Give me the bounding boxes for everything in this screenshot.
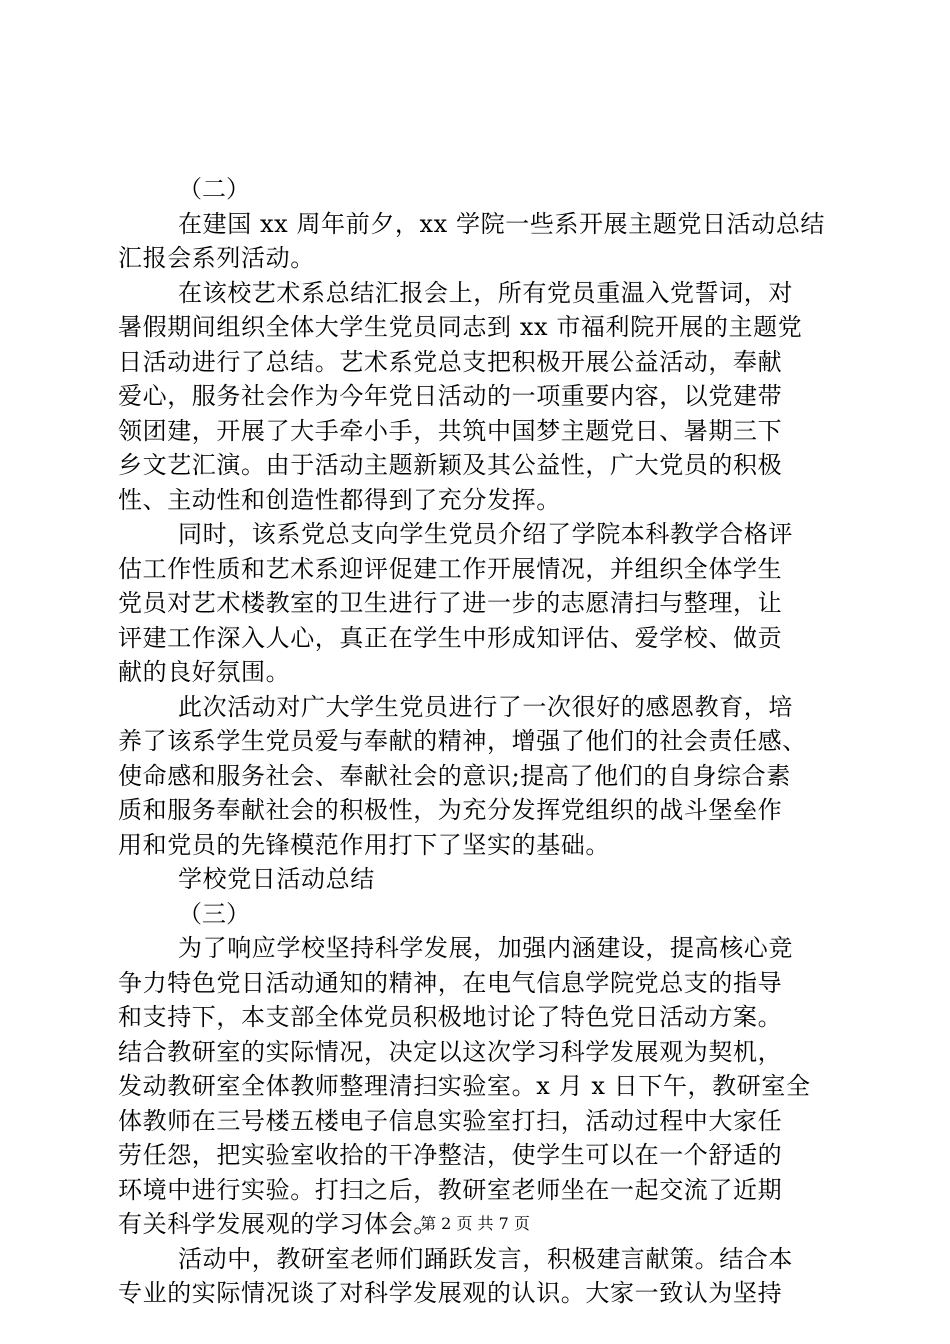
paragraph-line: 日活动进行了总结。艺术系党总支把积极开展公益活动，奉献 — [118, 347, 783, 376]
paragraph-line: 为了响应学校坚持科学发展，加强内涵建设，提高核心竞 — [178, 934, 793, 962]
paragraph-line: 环境中进行实验。打扫之后，教研室老师坐在一起交流了近期 — [118, 1175, 783, 1204]
paragraph-line: 爱心，服务社会作为今年党日活动的一项重要内容，以党建带 — [118, 382, 783, 410]
page-number-footer: 第 2 页 共 7 页 — [420, 1214, 530, 1233]
section-heading-2: （二） — [178, 175, 250, 203]
paragraph-line: 此次活动对广大学生党员进行了一次很好的感恩教育，培 — [178, 692, 793, 721]
paragraph-line: 暑假期间组织全体大学生党员同志到 xx 市福利院开展的主题党 — [118, 313, 803, 341]
paragraph-line: 在该校艺术系总结汇报会上，所有党员重温入党誓词，对 — [178, 278, 793, 307]
paragraph-line: 汇报会系列活动。 — [118, 244, 315, 272]
paragraph-line: 活动中，教研室老师们踊跃发言，积极建言献策。结合本 — [178, 1244, 793, 1273]
paragraph-line: 评建工作深入人心，真正在学生中形成知评估、爱学校、做贡 — [118, 623, 783, 652]
paragraph-line: 献的良好氛围。 — [118, 658, 291, 686]
paragraph-line: 党员对艺术楼教室的卫生进行了进一步的志愿清扫与整理，让 — [118, 589, 783, 617]
paragraph-line: 用和党员的先锋模范作用打下了坚实的基础。 — [118, 830, 610, 859]
paragraph-line: 养了该系学生党员爱与奉献的精神，增强了他们的社会责任感、 — [118, 727, 807, 755]
paragraph-line: 有关科学发展观的学习体会。 — [118, 1210, 438, 1238]
paragraph-line: 使命感和服务社会、奉献社会的意识;提高了他们的自身综合素 — [118, 761, 791, 790]
paragraph-line: 发动教研室全体教师整理清扫实验室。x 月 x 日下午，教研室全 — [118, 1072, 811, 1100]
paragraph-line: 专业的实际情况谈了对科学发展观的认识。大家一致认为坚持 — [118, 1279, 783, 1307]
paragraph-line: 质和服务奉献社会的积极性，为充分发挥党组织的战斗堡垒作 — [118, 796, 783, 824]
paragraph-line: 领团建，开展了大手牵小手，共筑中国梦主题党日、暑期三下 — [118, 416, 783, 445]
paragraph-line: 体教师在三号楼五楼电子信息实验室打扫，活动过程中大家任 — [118, 1106, 783, 1135]
document-body — [118, 172, 834, 1311]
paragraph-line: 劳任怨，把实验室收拾的干净整洁，使学生可以在一个舒适的 — [118, 1141, 783, 1169]
paragraph-line: 估工作性质和艺术系迎评促建工作开展情况，并组织全体学生 — [118, 554, 783, 583]
paragraph-line: 同时，该系党总支向学生党员介绍了学院本科教学合格评 — [178, 520, 793, 548]
paragraph-line: 争力特色党日活动通知的精神，在电气信息学院党总支的指导 — [118, 968, 783, 997]
section-heading-3: （三） — [178, 899, 250, 928]
paragraph-line: 乡文艺汇演。由于活动主题新颖及其公益性，广大党员的积极 — [118, 451, 783, 479]
paragraph-line: 在建国 xx 周年前夕，xx 学院一些系开展主题党日活动总结 — [178, 209, 826, 238]
section-title: 学校党日活动总结 — [178, 865, 375, 893]
paragraph-line: 性、主动性和创造性都得到了充分发挥。 — [118, 485, 561, 514]
paragraph-line: 结合教研室的实际情况，决定以这次学习科学发展观为契机， — [118, 1037, 783, 1066]
paragraph-line: 和支持下，本支部全体党员积极地讨论了特色党日活动方案。 — [118, 1003, 783, 1031]
